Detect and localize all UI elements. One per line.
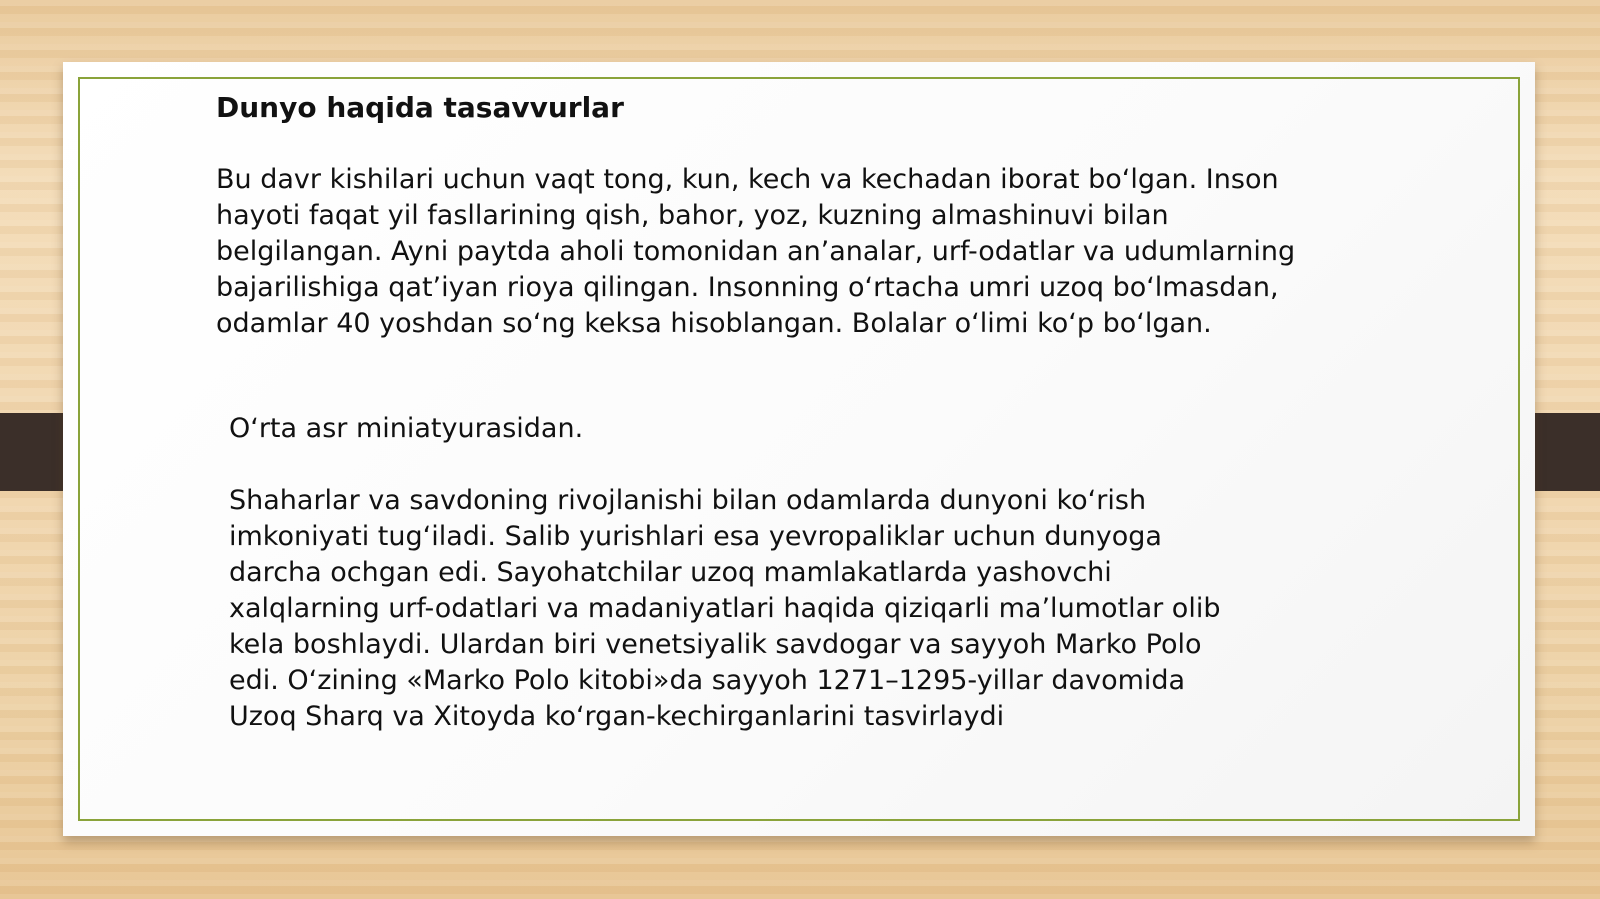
slide-card (63, 62, 1535, 836)
paragraph-daily-life: Bu davr kishilari uchun vaqt tong, kun, kech va kechadan iborat boʻlgan. Inson hayoti faqat yil fasllarining qish, bahor, yoz, kuzning almashinuvi bilan belgilangan. Ayni paytda aholi tomonidan an’analar, urf-odatlar va udumlarning bajarilishiga qat’iyan rioya qilingan. Insonning oʻrtacha umri uzoq boʻlmasdan, odamlar 40 yoshdan soʻng keksa hisoblangan. Bolalar oʻlimi koʻp boʻlgan. (216, 164, 1296, 339)
miniature-caption: Oʻrta asr miniatyurasidan. (229, 413, 584, 444)
paragraph-travel: Shaharlar va savdoning rivojlanishi bilan odamlarda dunyoni koʻrish imkoniyati tugʻiladi. Salib yurishlari esa yevropaliklar uchun dunyoga darcha ochgan edi. Sayohatchilar uzoq mamlakatlarda yashovchi xalqlarning urf-odatlari va madaniyatlari haqida qiziqarli ma’lumotlar olib kela boshlaydi. Ulardan biri venetsiyalik savdogar va sayyoh Marko Polo edi. Oʻzining «Marko Polo kitobi»da sayyoh 1271–1295-yillar davomida Uzoq Sharq va Xitoyda koʻrgan-kechirganlarini tasvirlaydi (229, 485, 1221, 732)
slide-title: Dunyo haqida tasavvurlar (216, 91, 624, 124)
